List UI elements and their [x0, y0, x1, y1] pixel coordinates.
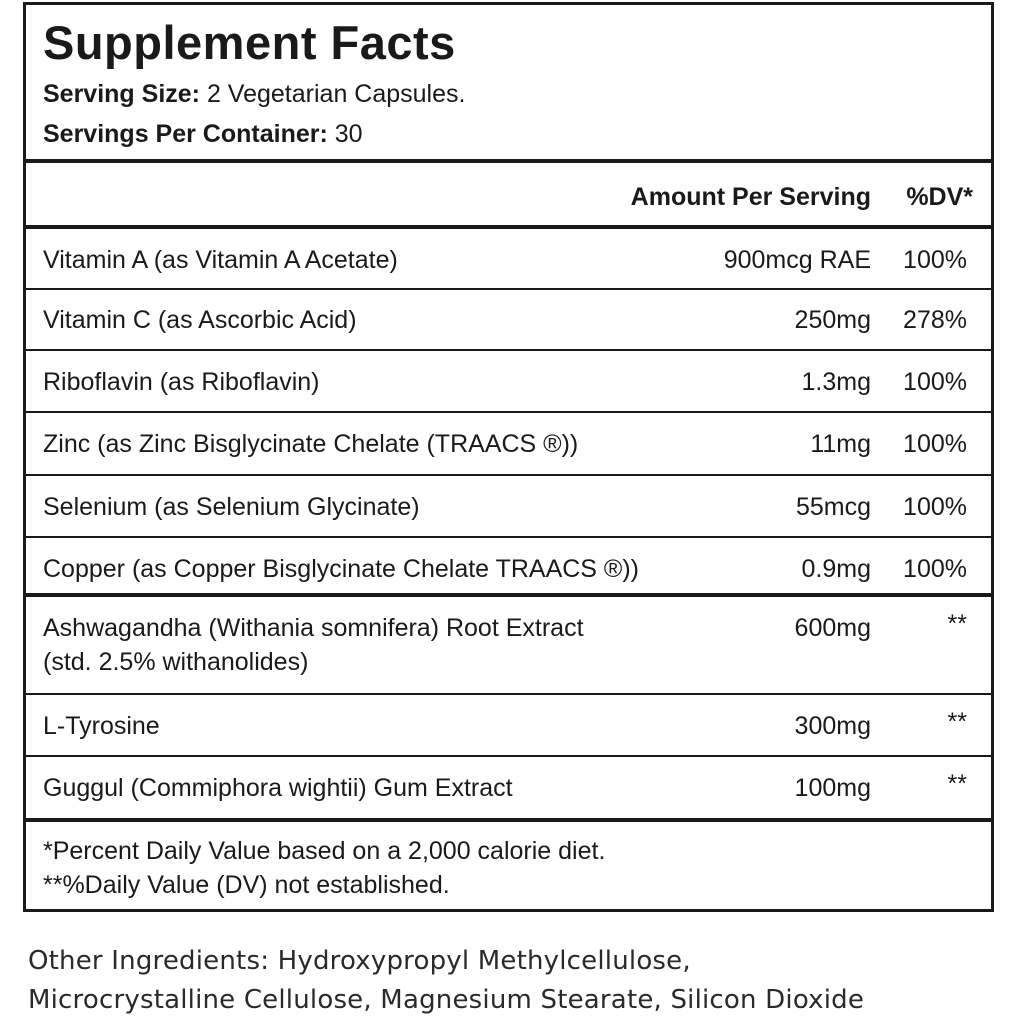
- table-row: [26, 290, 991, 349]
- nutrient-dv: 100%: [903, 368, 967, 396]
- nutrient-name: Copper (as Copper Bisglycinate Chelate TRAACS ®)): [43, 555, 639, 583]
- nutrient-name: Selenium (as Selenium Glycinate): [43, 493, 420, 521]
- divider: [26, 818, 991, 822]
- table-row: [26, 413, 991, 474]
- servings-per-container-value: 30: [334, 120, 363, 148]
- nutrient-dv: **: [947, 610, 967, 638]
- table-row: [26, 538, 991, 593]
- serving-size: [43, 80, 465, 109]
- nutrient-amount: 250mg: [794, 306, 871, 334]
- footnote-not-established: **%Daily Value (DV) not established.: [43, 871, 450, 899]
- table-row: [26, 757, 991, 817]
- serving-size-value: 2 Vegetarian Capsules.: [206, 80, 466, 108]
- nutrient-amount: 11mg: [810, 430, 871, 458]
- serving-size-label: Serving Size:: [43, 80, 200, 108]
- nutrient-amount: 1.3mg: [801, 368, 871, 396]
- nutrient-dv: **: [947, 708, 967, 736]
- footnote-dv: *Percent Daily Value based on a 2,000 calorie diet.: [43, 837, 606, 865]
- divider: [26, 159, 991, 163]
- nutrient-name: Ashwagandha (Withania somnifera) Root Extract: [43, 614, 584, 642]
- other-ingredients-line2: Microcrystalline Cellulose, Magnesium Stearate, Silicon Dioxide: [28, 985, 865, 1015]
- nutrient-dv: 100%: [903, 246, 967, 274]
- header-amount: Amount Per Serving: [630, 183, 871, 211]
- supplement-facts-panel: [23, 2, 994, 912]
- nutrient-name: Vitamin A (as Vitamin A Acetate): [43, 246, 398, 274]
- nutrient-dv: 278%: [903, 306, 967, 334]
- nutrient-amount: 600mg: [794, 614, 871, 642]
- nutrient-dv: 100%: [903, 430, 967, 458]
- table-row: [26, 597, 991, 693]
- nutrient-name: Guggul (Commiphora wightii) Gum Extract: [43, 774, 513, 802]
- header-dv: %DV*: [906, 183, 973, 211]
- nutrient-amount: 55mcg: [795, 493, 871, 521]
- servings-per-container-label: Servings Per Container:: [43, 120, 328, 148]
- nutrient-dv: **: [947, 770, 967, 798]
- table-row: [26, 695, 991, 755]
- nutrient-name: L-Tyrosine: [43, 712, 160, 740]
- nutrient-name: Vitamin C (as Ascorbic Acid): [43, 306, 357, 334]
- nutrient-amount: 100mg: [794, 774, 871, 802]
- panel-title: Supplement Facts: [43, 16, 456, 69]
- nutrient-name-detail: (std. 2.5% withanolides): [43, 648, 309, 676]
- table-row: [26, 351, 991, 411]
- servings-per-container: [43, 120, 363, 149]
- nutrient-name: Zinc (as Zinc Bisglycinate Chelate (TRAACS ®)): [43, 430, 579, 458]
- other-ingredients-line1: Other Ingredients: Hydroxypropyl Methylcellulose,: [28, 946, 691, 976]
- table-row: [26, 476, 991, 536]
- nutrient-amount: 300mg: [794, 712, 871, 740]
- nutrient-name: Riboflavin (as Riboflavin): [43, 368, 320, 396]
- nutrient-dv: 100%: [903, 493, 967, 521]
- table-row: [26, 229, 991, 288]
- nutrient-amount: 900mcg RAE: [723, 246, 871, 274]
- nutrient-dv: 100%: [903, 555, 967, 583]
- nutrient-amount: 0.9mg: [801, 555, 871, 583]
